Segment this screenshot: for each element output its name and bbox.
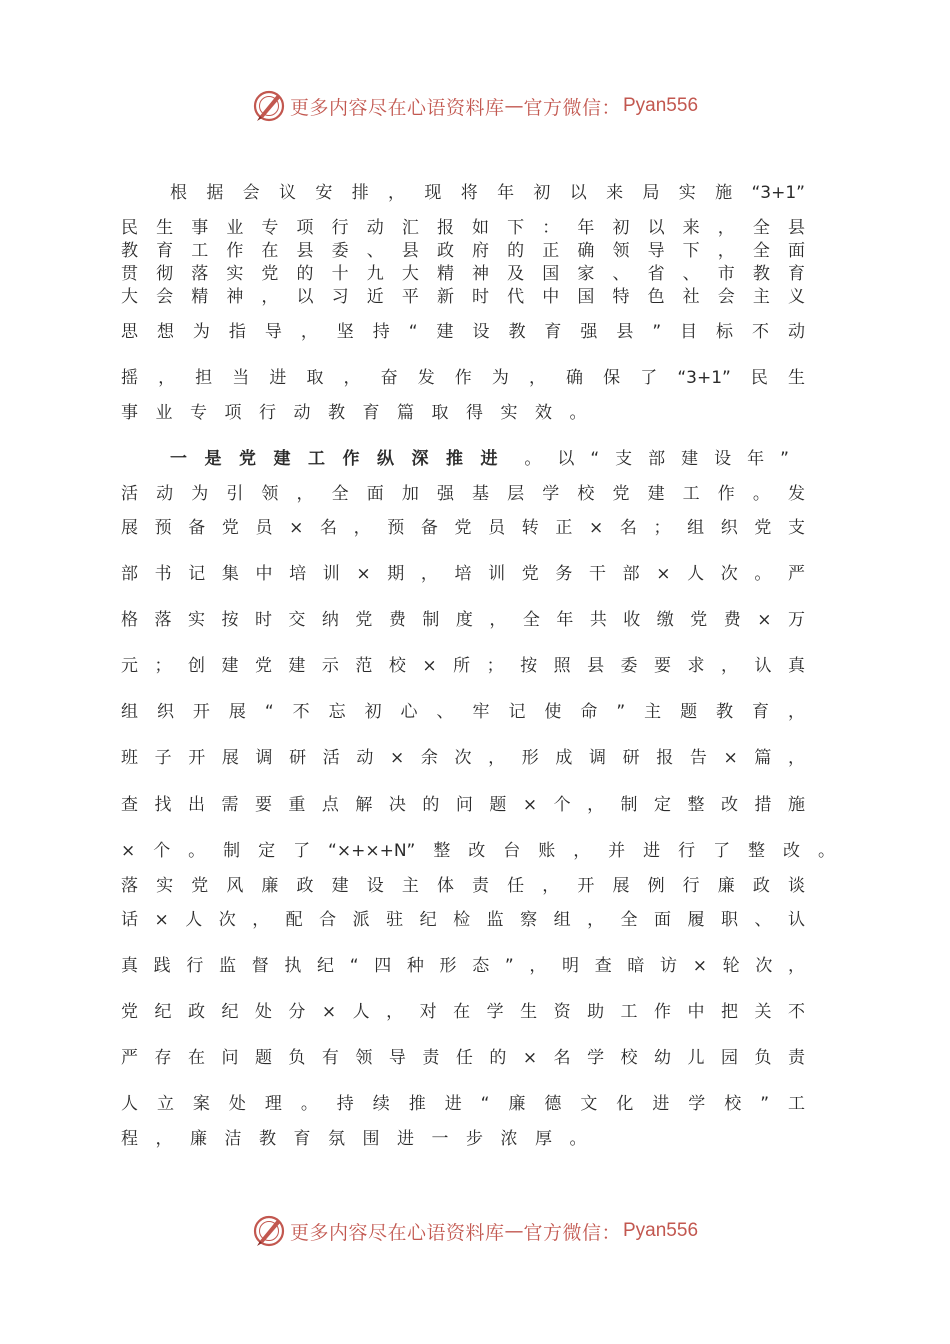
quill-seal-icon (252, 1214, 286, 1248)
text-line: 贯彻落实党的十九大精神及国家、省、市教育 (121, 264, 805, 284)
text-line: 事业专项行动教育篇取得实效。 (121, 403, 604, 423)
text-line: 严存在问题负有领导责任的×名学校幼儿园负责 (121, 1048, 805, 1068)
text-line: 党纪政纪处分×人，对在学生资助工作中把关不 (121, 1002, 805, 1022)
text-line: 摇，担当进取，奋发作为，确保了“3+1”民生 (121, 368, 805, 388)
quill-seal-icon (252, 89, 286, 123)
text-line: 落实党风廉政建设主体责任，开展例行廉政谈 (121, 876, 805, 896)
watermark-separator: — (504, 95, 524, 117)
text-line: 元；创建党建示范校×所；按照县委要求，认真 (121, 656, 805, 676)
text-line: 人立案处理。持续推进“廉德文化进学校”工 (121, 1094, 805, 1114)
text-line: 大会精神，以习近平新时代中国特色社会主义 (121, 287, 805, 307)
watermark-id: Pyan556 (623, 1220, 699, 1241)
text-line: 根据会议安排，现将年初以来局实施“3+1” (170, 183, 805, 203)
watermark-label: 官方微信： (523, 96, 621, 119)
text-line: ×个。制定了“×+×+N”整改台账，并进行了整改。 (121, 841, 835, 861)
text-line: 思想为指导，坚持“建设教育强县”目标不动 (121, 322, 805, 342)
text-line: 部书记集中培训×期，培训党务干部×人次。严 (121, 564, 805, 584)
text-line: 民生事业专项行动汇报如下：年初以来，全县 (121, 218, 805, 238)
text-line: 班子开展调研活动×余次，形成调研报告×篇， (121, 748, 805, 768)
text-line: 格落实按时交纳党费制度，全年共收缴党费×万 (121, 610, 805, 630)
watermark-label: 官方微信： (523, 1221, 621, 1244)
section-lead-line (170, 446, 805, 472)
section-heading: 一是党建工作纵深推进 (170, 449, 515, 469)
text-line: 活动为引领，全面加强基层学校党建工作。发 (121, 484, 805, 504)
watermark-text: 更多内容尽在心语资料库 (289, 96, 505, 119)
text-line: 程，廉洁教育氛围进一步浓厚。 (121, 1129, 604, 1149)
footer-watermark (0, 1211, 950, 1251)
text-line: 教育工作在县委、县政府的正确领导下，全面 (121, 241, 805, 261)
text-line: 查找出需要重点解决的问题×个，制定整改措施 (121, 795, 805, 815)
text-line: 展预备党员×名，预备党员转正×名；组织党支 (121, 518, 805, 538)
watermark-separator: — (504, 1220, 524, 1242)
watermark-id: Pyan556 (623, 95, 699, 116)
watermark-text: 更多内容尽在心语资料库 (289, 1221, 505, 1244)
text-line: 真践行监督执纪“四种形态”，明查暗访×轮次， (121, 956, 805, 976)
text-line: 话×人次，配合派驻纪检监察组，全面履职、认 (121, 910, 805, 930)
text-line: 组织开展“不忘初心、牢记使命”主题教育， (121, 702, 805, 722)
header-watermark (0, 86, 950, 126)
section-lead-rest: 。以“支部建设年” (524, 449, 805, 469)
